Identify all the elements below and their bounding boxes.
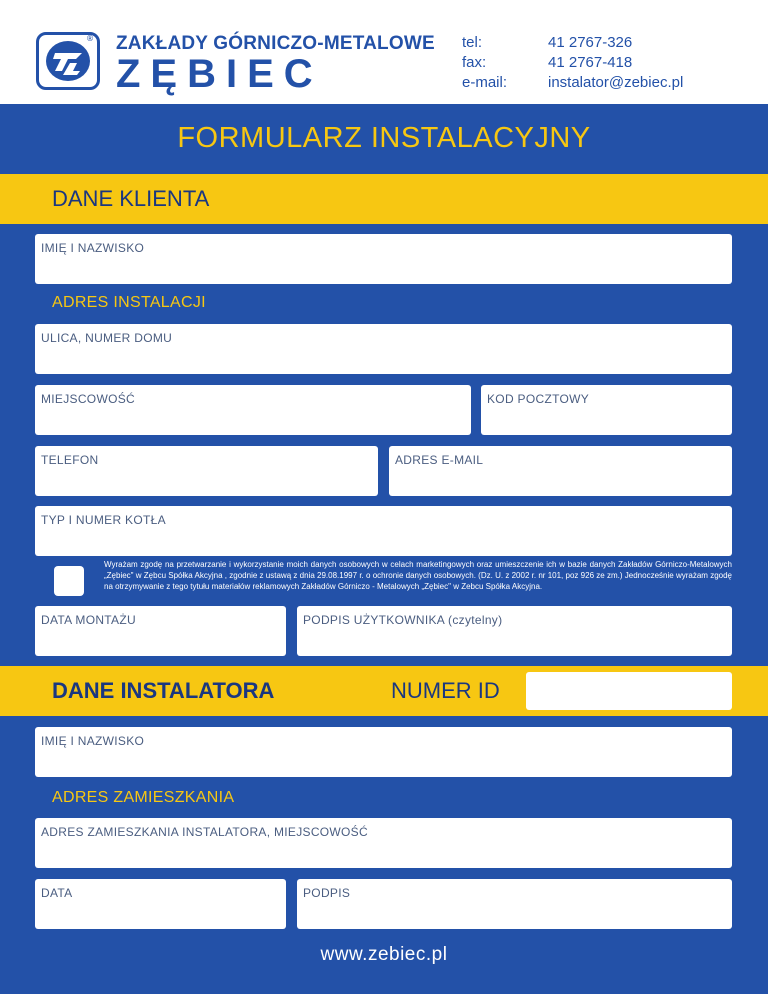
company-name-line2: ZĘBIEC: [116, 52, 323, 96]
installer-name-label: IMIĘ I NAZWISKO: [41, 734, 145, 748]
installer-section-heading: DANE INSTALATORA: [52, 678, 275, 703]
fax-value: 41 2767-418: [548, 54, 633, 71]
client-section-heading: DANE KLIENTA: [52, 186, 210, 211]
logo-emblem: [46, 41, 90, 81]
client-name-label: IMIĘ I NAZWISKO: [41, 241, 145, 255]
client-email-field[interactable]: [389, 446, 732, 496]
installer-name-field[interactable]: [35, 727, 732, 777]
install-address-heading: ADRES INSTALACJI: [52, 294, 206, 311]
company-name-line1: ZAKŁADY GÓRNICZO-METALOWE: [116, 33, 435, 54]
email-value[interactable]: instalator@zebiec.pl: [548, 74, 684, 91]
installer-date-field[interactable]: [35, 879, 286, 929]
client-email-label: ADRES E-MAIL: [395, 453, 484, 467]
registered-mark: ®: [86, 34, 94, 43]
tel-value: 41 2767-326: [548, 34, 633, 51]
boiler-field[interactable]: [35, 506, 732, 556]
user-signature-field[interactable]: [297, 606, 732, 656]
tel-label: tel:: [462, 34, 483, 51]
installer-id-label: NUMER ID: [391, 678, 500, 703]
installer-signature-field[interactable]: [297, 879, 732, 929]
city-field[interactable]: [35, 385, 471, 435]
consent-checkbox[interactable]: [54, 566, 84, 596]
form-title: FORMULARZ INSTALACYJNY: [177, 122, 591, 154]
installer-signature-label: PODPIS: [303, 886, 351, 900]
fax-label: fax:: [462, 54, 487, 71]
client-name-field[interactable]: [35, 234, 732, 284]
residence-address-heading: ADRES ZAMIESZKANIA: [52, 789, 235, 806]
postcode-field[interactable]: [481, 385, 732, 435]
installer-address-field[interactable]: [35, 818, 732, 868]
install-date-field[interactable]: [35, 606, 286, 656]
install-date-label: DATA MONTAŻU: [41, 613, 136, 627]
boiler-label: TYP I NUMER KOTŁA: [41, 513, 166, 527]
email-label: e-mail:: [462, 74, 508, 91]
installer-section-band: [0, 666, 768, 716]
website-link[interactable]: www.zebiec.pl: [320, 944, 448, 965]
phone-label: TELEFON: [41, 453, 99, 467]
installer-id-field[interactable]: [526, 672, 732, 710]
header: [0, 0, 768, 104]
client-section-band: [0, 174, 768, 224]
installer-address-label: ADRES ZAMIESZKANIA INSTALATORA, MIEJSCOWOŚĆ: [41, 825, 368, 839]
city-label: MIEJSCOWOŚĆ: [41, 392, 135, 406]
user-signature-label: PODPIS UŻYTKOWNIKA (czytelny): [303, 613, 503, 627]
phone-field[interactable]: [35, 446, 378, 496]
consent-text: Wyrażam zgodę na przetwarzanie i wykorzystanie moich danych osobowych w celach marketingowych oraz umieszczenie ich w bazie danych Zakładów Górniczo-Metalowych „Zębiec" w Zębcu Spółka Akcyjna , zgodnie z ustawą z dnia 29.08.1997 r. o ochronie danych osobowych. (Dz. U. z 2002 r. nr 101, poz 926 ze zm.) Jednocześnie wyrażam zgodę na otrzymywanie z tego tytułu materiałów reklamowych Zakładów Górniczo - Metalowych „Zębiec" w Zebcu Spółka Akcyjna.: [104, 560, 732, 591]
street-field[interactable]: [35, 324, 732, 374]
postcode-label: KOD POCZTOWY: [487, 392, 590, 406]
installer-date-label: DATA: [41, 886, 73, 900]
street-label: ULICA, NUMER DOMU: [41, 331, 173, 345]
